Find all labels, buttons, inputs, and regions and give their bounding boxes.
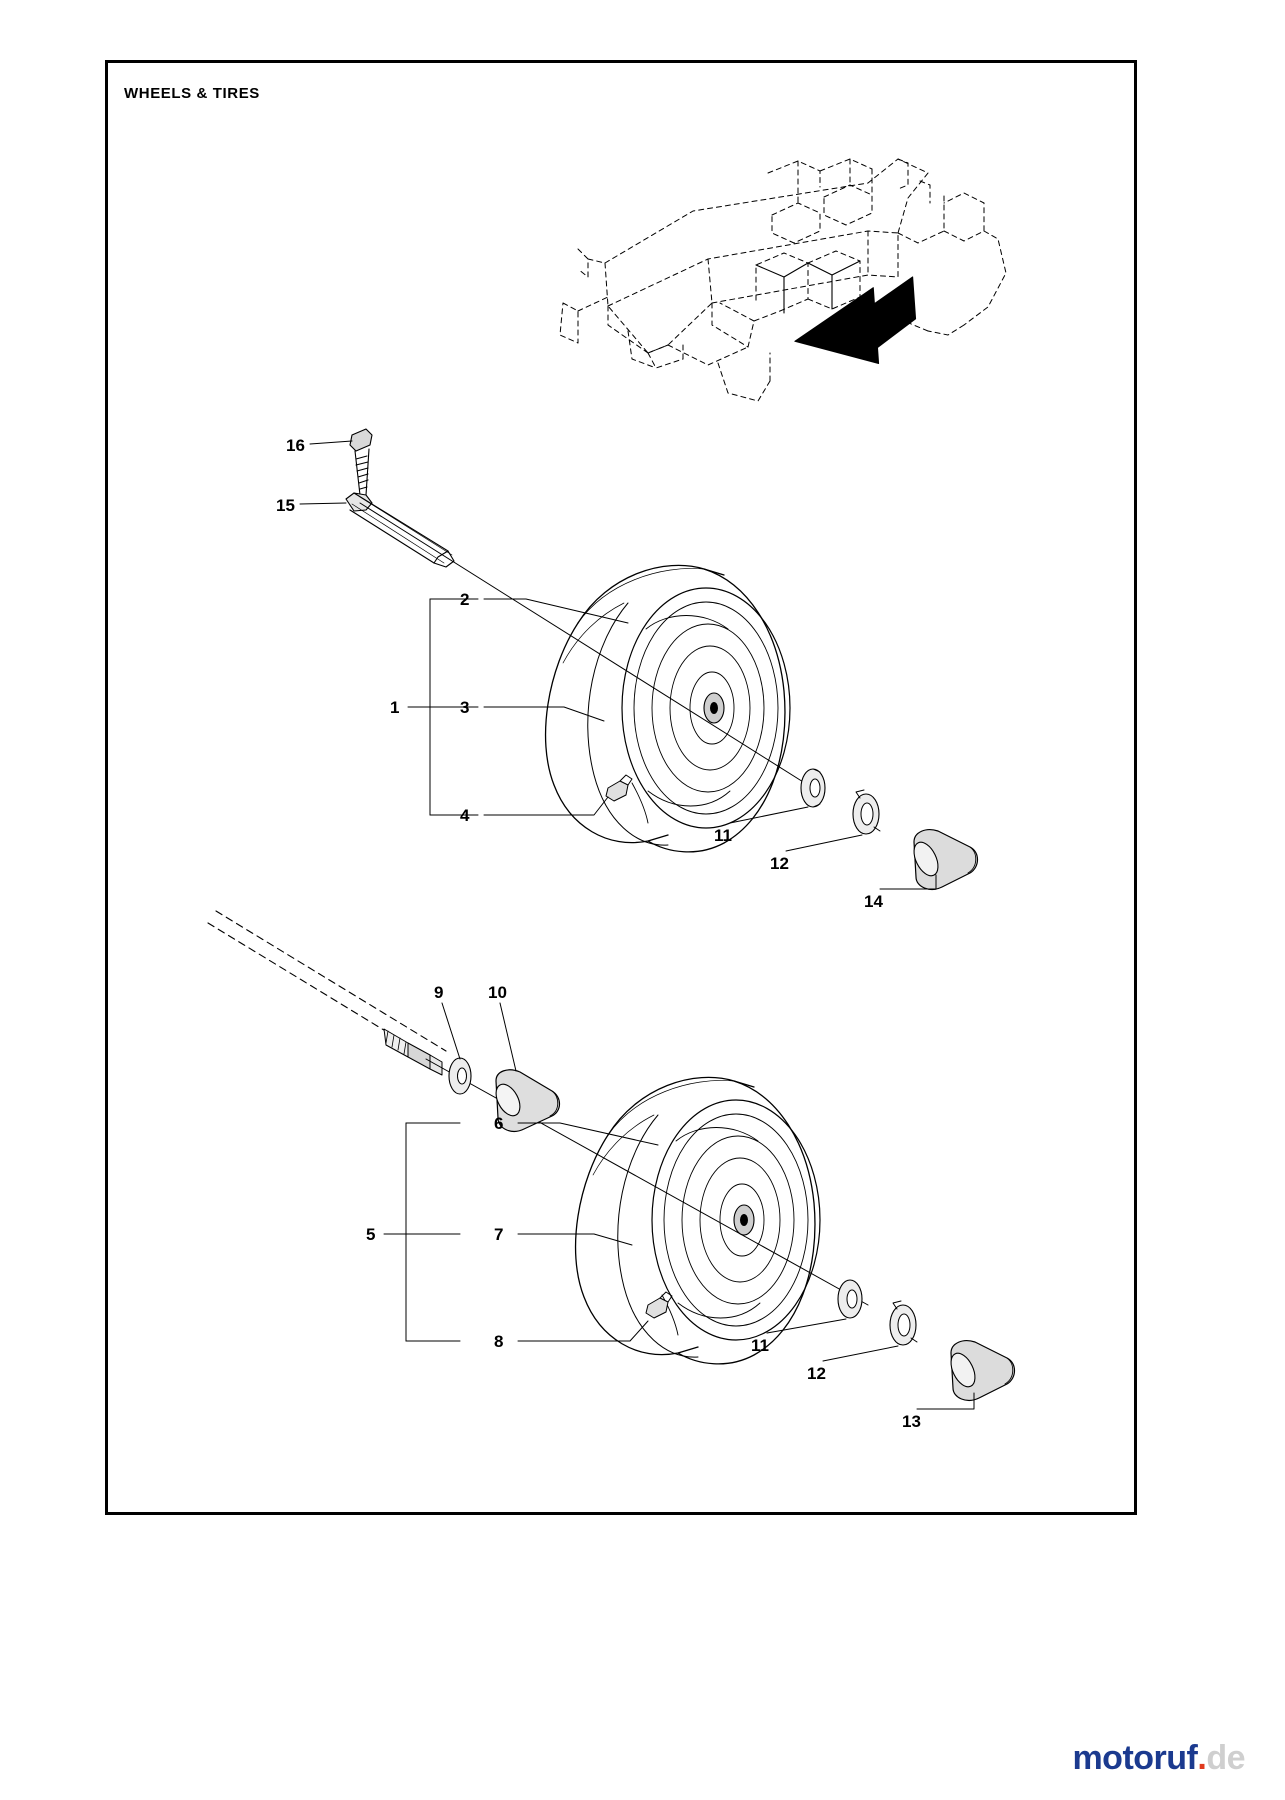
callout-3: 3 <box>460 698 470 717</box>
diagram-frame <box>105 60 1137 1515</box>
part-1-wheel-assembly-upper <box>546 565 790 851</box>
part-14-hub-cap-upper <box>909 830 977 890</box>
watermark-brand: motoruf <box>1072 1739 1198 1777</box>
part-5-wheel-assembly-lower <box>576 1077 820 1363</box>
callout-4: 4 <box>460 806 470 825</box>
callout-7: 7 <box>494 1225 504 1244</box>
mower-frame-illustration <box>560 159 1006 401</box>
part-13-hub-cap-lower <box>946 1341 1014 1401</box>
callout-13: 13 <box>902 1412 921 1431</box>
parts-diagram-artwork <box>108 63 1140 1518</box>
axle-centerline-upper <box>360 503 808 785</box>
callout-12-upper: 12 <box>770 854 789 873</box>
location-arrow <box>791 277 919 369</box>
part-16-bolt <box>350 429 372 495</box>
callout-5: 5 <box>366 1225 376 1244</box>
part-8-valve-stem-lower <box>646 1292 672 1318</box>
part-4-valve-stem-upper <box>606 775 632 801</box>
callout-8: 8 <box>494 1332 504 1351</box>
part-12-retaining-ring-upper <box>853 790 880 834</box>
part-12-retaining-ring-lower <box>890 1301 917 1345</box>
lower-axle-dashed-shaft <box>208 911 446 1063</box>
callout-1: 1 <box>390 698 400 717</box>
diagram-title: WHEELS & TIRES <box>124 85 260 102</box>
part-11-washer-lower <box>838 1280 862 1318</box>
watermark-tld: de <box>1206 1739 1245 1777</box>
lower-axle-threaded-end <box>384 1029 442 1075</box>
callout-14: 14 <box>864 892 883 911</box>
callout-9: 9 <box>434 983 444 1002</box>
callout-leader-lines <box>300 441 974 1409</box>
callout-11-lower: 11 <box>751 1336 769 1355</box>
callout-15: 15 <box>276 496 295 515</box>
mower-frame-solid-details <box>756 261 860 313</box>
watermark-dot: . <box>1197 1739 1207 1777</box>
callout-10: 10 <box>488 983 507 1002</box>
part-9-washer-lower <box>449 1058 471 1094</box>
watermark <box>1072 1739 1245 1778</box>
callout-6: 6 <box>494 1114 504 1133</box>
callout-11-upper: 11 <box>714 826 732 845</box>
callout-12-lower: 12 <box>807 1364 826 1383</box>
callout-16: 16 <box>286 436 305 455</box>
part-11-washer-upper <box>801 769 825 807</box>
callout-2: 2 <box>460 590 470 609</box>
